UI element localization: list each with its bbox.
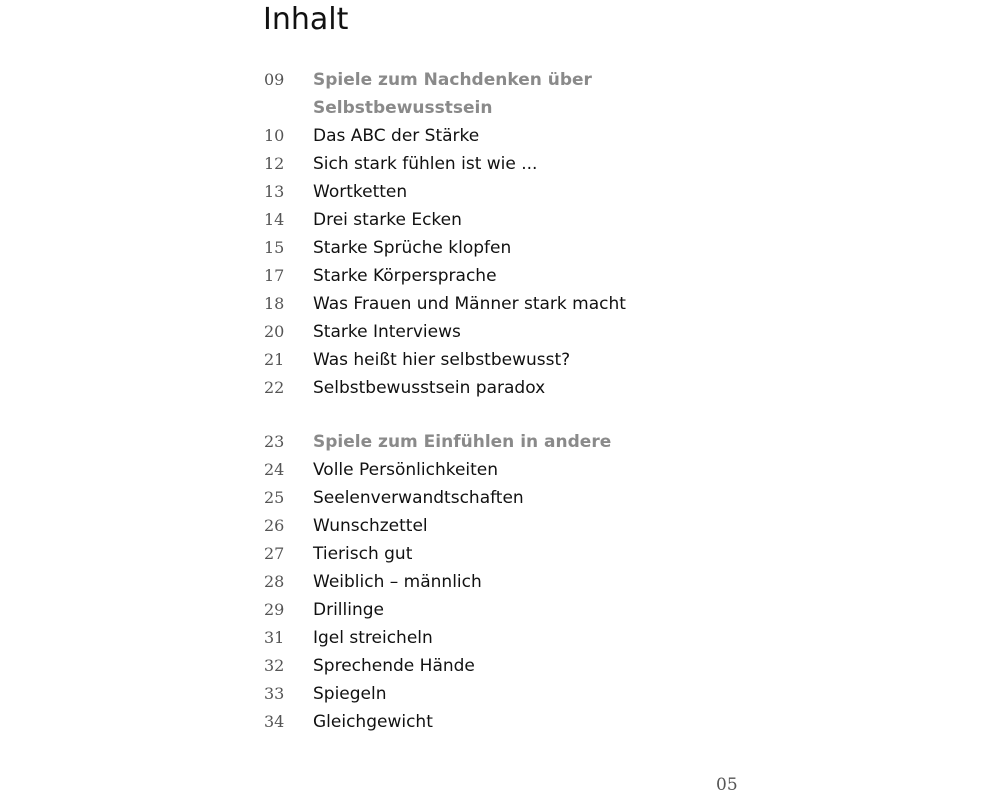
toc-entry-title: Tierisch gut xyxy=(313,544,413,564)
toc-page-number: 23 xyxy=(264,432,285,451)
toc-page-number: 15 xyxy=(264,238,285,257)
toc-page-number: 32 xyxy=(264,656,285,675)
toc-entry[interactable] xyxy=(264,456,784,484)
toc-page-number: 18 xyxy=(264,294,285,313)
toc-page-number: 22 xyxy=(264,378,285,397)
toc-page-number: 14 xyxy=(264,210,285,229)
toc-entry[interactable] xyxy=(264,596,784,624)
toc-page-number: 31 xyxy=(264,628,285,647)
toc-entry-title: Spiegeln xyxy=(313,684,387,704)
toc-entry-title: Starke Interviews xyxy=(313,322,461,342)
toc-page-number: 29 xyxy=(264,600,285,619)
toc-entry-title: Sich stark fühlen ist wie ... xyxy=(313,154,538,174)
toc-entry-title: Was heißt hier selbstbewusst? xyxy=(313,350,571,370)
toc-heading-title: Spiele zum Nachdenken über Selbstbewusstsein xyxy=(313,70,592,118)
toc-entry-title: Starke Sprüche klopfen xyxy=(313,238,512,258)
toc-entry-title: Igel streicheln xyxy=(313,628,433,648)
toc-page-number: 12 xyxy=(264,154,285,173)
page-title: Inhalt xyxy=(263,2,349,37)
toc-entry[interactable] xyxy=(264,234,784,262)
toc-entry[interactable] xyxy=(264,540,784,568)
toc-entry[interactable] xyxy=(264,568,784,596)
toc-page-number: 13 xyxy=(264,182,285,201)
toc-entry-title: Wunschzettel xyxy=(313,516,428,536)
toc-entry-title: Drillinge xyxy=(313,600,384,620)
toc-entry-title: Was Frauen und Männer stark macht xyxy=(313,294,626,314)
toc-page-number: 20 xyxy=(264,322,285,341)
toc-section-heading[interactable] xyxy=(264,428,784,456)
toc-entry[interactable] xyxy=(264,318,784,346)
toc-section-selbstbewusstsein xyxy=(264,66,784,402)
toc-entry[interactable] xyxy=(264,206,784,234)
toc-page-number: 17 xyxy=(264,266,285,285)
toc-entry-title: Das ABC der Stärke xyxy=(313,126,480,146)
toc-page-number: 26 xyxy=(264,516,285,535)
toc-page-number: 25 xyxy=(264,488,285,507)
toc-entry-title: Sprechende Hände xyxy=(313,656,475,676)
toc-entry[interactable] xyxy=(264,290,784,318)
page-number: 05 xyxy=(716,775,738,795)
toc-page-number: 24 xyxy=(264,460,285,479)
toc-entry-title: Wortketten xyxy=(313,182,408,202)
toc-entry[interactable] xyxy=(264,178,784,206)
toc-page-number: 21 xyxy=(264,350,285,369)
toc-section-einfuehlen xyxy=(264,428,784,736)
toc-entry[interactable] xyxy=(264,150,784,178)
toc-entry[interactable] xyxy=(264,122,784,150)
toc-entry-title: Weiblich – männlich xyxy=(313,572,482,592)
toc-entry[interactable] xyxy=(264,484,784,512)
toc-entry[interactable] xyxy=(264,346,784,374)
toc-page-number: 34 xyxy=(264,712,285,731)
toc-entry[interactable] xyxy=(264,512,784,540)
toc-entry[interactable] xyxy=(264,262,784,290)
toc-page-number: 27 xyxy=(264,544,285,563)
toc-entry[interactable] xyxy=(264,374,784,402)
toc-section-heading[interactable] xyxy=(264,66,784,122)
toc-entry-title: Gleichgewicht xyxy=(313,712,433,732)
toc-heading-title: Spiele zum Einfühlen in andere xyxy=(313,432,612,452)
toc-entry-title: Selbstbewusstsein paradox xyxy=(313,378,546,398)
toc-entry[interactable] xyxy=(264,680,784,708)
toc-page-number: 33 xyxy=(264,684,285,703)
toc-entry[interactable] xyxy=(264,652,784,680)
toc-page-number: 10 xyxy=(264,126,285,145)
toc-entry-title: Volle Persönlichkeiten xyxy=(313,460,499,480)
toc-entry[interactable] xyxy=(264,624,784,652)
toc-entry[interactable] xyxy=(264,708,784,736)
toc-page-number: 09 xyxy=(264,70,285,89)
toc-entry-title: Starke Körpersprache xyxy=(313,266,497,286)
toc-entry-title: Seelenverwandtschaften xyxy=(313,488,524,508)
toc-page-number: 28 xyxy=(264,572,285,591)
toc-entry-title: Drei starke Ecken xyxy=(313,210,462,230)
